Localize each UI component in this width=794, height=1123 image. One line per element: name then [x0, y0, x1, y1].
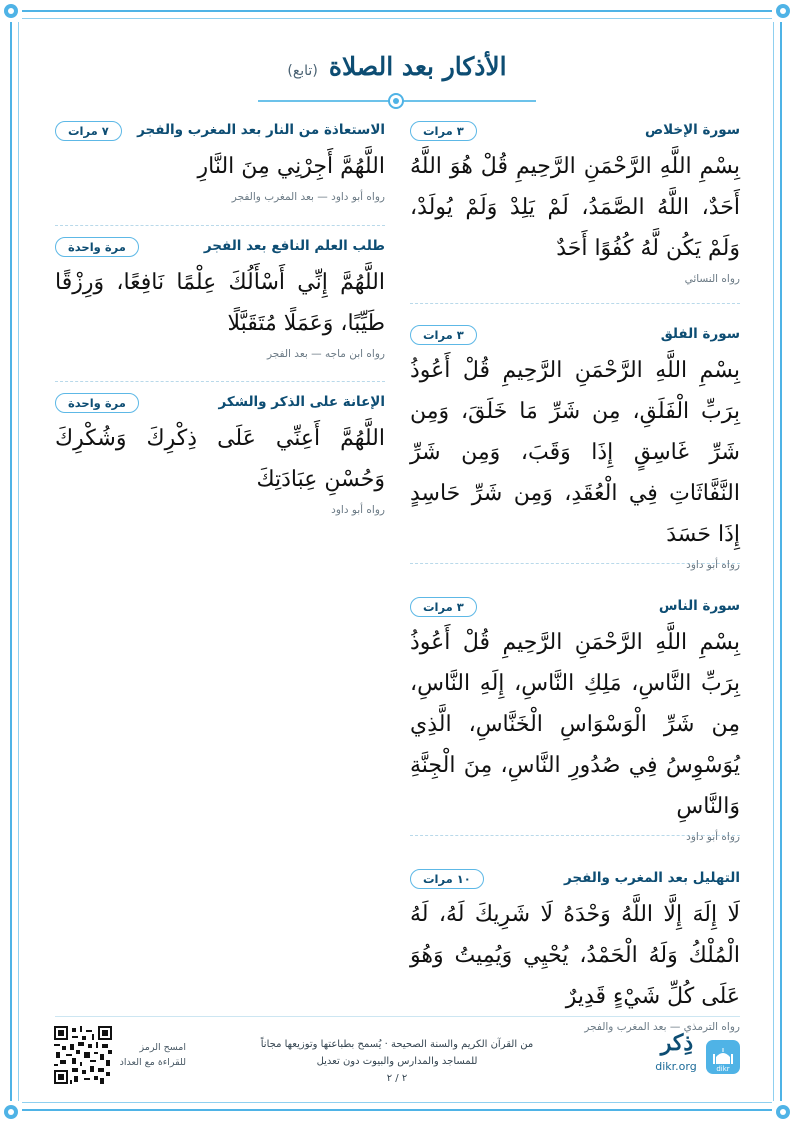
count-badge: ٧ مرات: [55, 121, 122, 141]
count-badge: ٣ مرات: [410, 121, 477, 141]
dhikr-block: [55, 226, 385, 382]
qr-note: [116, 1040, 186, 1070]
qr-note-line: امسح الرمز: [139, 1042, 186, 1053]
dhikr-header: [55, 390, 385, 416]
count-badge: مرة واحدة: [55, 237, 139, 257]
dhikr-source: رواه ابن ماجه — بعد الفجر: [266, 348, 385, 360]
dhikr-text: اللَّهُمَّ أَجِرْنِي مِنَ النَّارِ: [197, 154, 385, 179]
count-badge: مرة واحدة: [55, 393, 139, 413]
dhikr-header: [410, 118, 740, 144]
page-number: ٢ / ٢: [386, 1073, 408, 1084]
footer-line-1: من القرآن الكريم والسنة الصحيحة · يُسمح بطباعتها وتوزيعها مجاناً: [260, 1039, 534, 1050]
corner-ornament-icon: [772, 1101, 794, 1123]
logo-url: dikr.org: [655, 1060, 697, 1073]
left-column: [55, 118, 385, 516]
dhikr-text: لَا إِلَهَ إِلَّا اللَّهُ وَحْدَهُ لَا شَرِيكَ لَهُ، لَهُ الْمُلْكُ وَلَهُ الْحَمْدُ، يُحْيِي وَيُمِيتُ وَهُوَ عَلَى كُلِّ شَيْءٍ قَدِيرٌ: [410, 902, 740, 1009]
dhikr-source: رواه أبو داود: [331, 504, 385, 516]
footer-notice: [240, 1036, 554, 1087]
dhikr-block: [55, 118, 385, 226]
dhikr-header: [55, 234, 385, 260]
count-badge: ٣ مرات: [410, 597, 477, 617]
dhikr-title: سورة الإخلاص: [644, 122, 740, 138]
dhikr-title: التهليل بعد المغرب والفجر: [563, 870, 740, 886]
dhikr-text: بِسْمِ اللَّهِ الرَّحْمَنِ الرَّحِيمِ قُلْ أَعُوذُ بِرَبِّ النَّاسِ، مَلِكِ النَّاسِ، إِلَهِ النَّاسِ، مِن شَرِّ الْوَسْوَاسِ الْخَنَّاسِ، الَّذِي يُوَسْوِسُ فِي صُدُورِ النَّاسِ، مِنَ الْجِنَّةِ وَالنَّاسِ: [410, 630, 740, 819]
dhikr-source: رواه أبو داود: [686, 559, 740, 571]
dhikr-block: [55, 382, 385, 516]
dhikr-title: الإعانة على الذكر والشكر: [218, 394, 385, 410]
logo-mini-text: dikr: [716, 1065, 730, 1073]
dhikr-text: اللَّهُمَّ إِنِّي أَسْأَلُكَ عِلْمًا نَافِعًا، وَرِزْقًا طَيِّبًا، وَعَمَلًا مُتَقَبَّلًا: [55, 270, 385, 336]
right-column: [410, 118, 740, 1033]
footer-line-2: للمساجد والمدارس والبيوت دون تعديل: [316, 1056, 478, 1067]
dhikr-title: سورة الفلق: [660, 326, 740, 342]
count-badge: ١٠ مرات: [410, 869, 484, 889]
logo-wordmark: ذِكر: [660, 1030, 694, 1056]
dhikr-block: [410, 118, 740, 304]
qr-code-icon: [54, 1026, 112, 1084]
dhikr-text: بِسْمِ اللَّهِ الرَّحْمَنِ الرَّحِيمِ قُلْ هُوَ اللَّهُ أَحَدٌ، اللَّهُ الصَّمَدُ، لَمْ يَلِدْ وَلَمْ يُولَدْ، وَلَمْ يَكُن لَّهُ كُفُوًا أَحَدٌ: [410, 154, 740, 261]
dhikr-title: طلب العلم النافع بعد الفجر: [203, 238, 385, 254]
dhikr-source: رواه الترمذي — بعد المغرب والفجر: [584, 1021, 740, 1033]
dhikr-text: بِسْمِ اللَّهِ الرَّحْمَنِ الرَّحِيمِ قُلْ أَعُوذُ بِرَبِّ الْفَلَقِ، مِن شَرِّ مَا خَلَقَ، وَمِن شَرِّ غَاسِقٍ إِذَا وَقَبَ، وَمِن شَرِّ النَّفَّاثَاتِ فِي الْعُقَدِ، وَمِن شَرِّ حَاسِدٍ إِذَا حَسَدَ: [410, 358, 740, 547]
page-title: الأذكار بعد الصلاة: [328, 52, 507, 81]
dhikr-block: [410, 564, 740, 843]
dhikr-block: [410, 304, 740, 571]
qr-note-line: للقراءة مع العداد: [119, 1057, 186, 1068]
corner-ornament-icon: [772, 0, 794, 22]
footer-divider: [55, 1016, 740, 1017]
dhikr-block: [410, 836, 740, 1033]
page-header: [0, 52, 794, 81]
dhikr-header: [410, 594, 740, 620]
dhikr-source: رواه أبو داود — بعد المغرب والفجر: [231, 191, 385, 203]
dhikr-header: [55, 118, 385, 144]
dhikr-header: [410, 866, 740, 892]
dhikr-text: اللَّهُمَّ أَعِنِّي عَلَى ذِكْرِكَ وَشُكْرِكَ وَحُسْنِ عِبَادَتِكَ: [55, 426, 385, 492]
title-ornament-icon: [388, 93, 404, 109]
dhikr-title: الاستعاذة من النار بعد المغرب والفجر: [137, 122, 385, 138]
count-badge: ٣ مرات: [410, 325, 477, 345]
dhikr-header: [410, 322, 740, 348]
corner-ornament-icon: [0, 1101, 22, 1123]
corner-ornament-icon: [0, 0, 22, 22]
dhikr-source: رواه أبو داود: [686, 831, 740, 843]
dhikr-source: رواه النسائي: [684, 273, 740, 285]
dhikr-title: سورة الناس: [658, 598, 740, 614]
page-subtitle: (تابع): [287, 63, 318, 79]
